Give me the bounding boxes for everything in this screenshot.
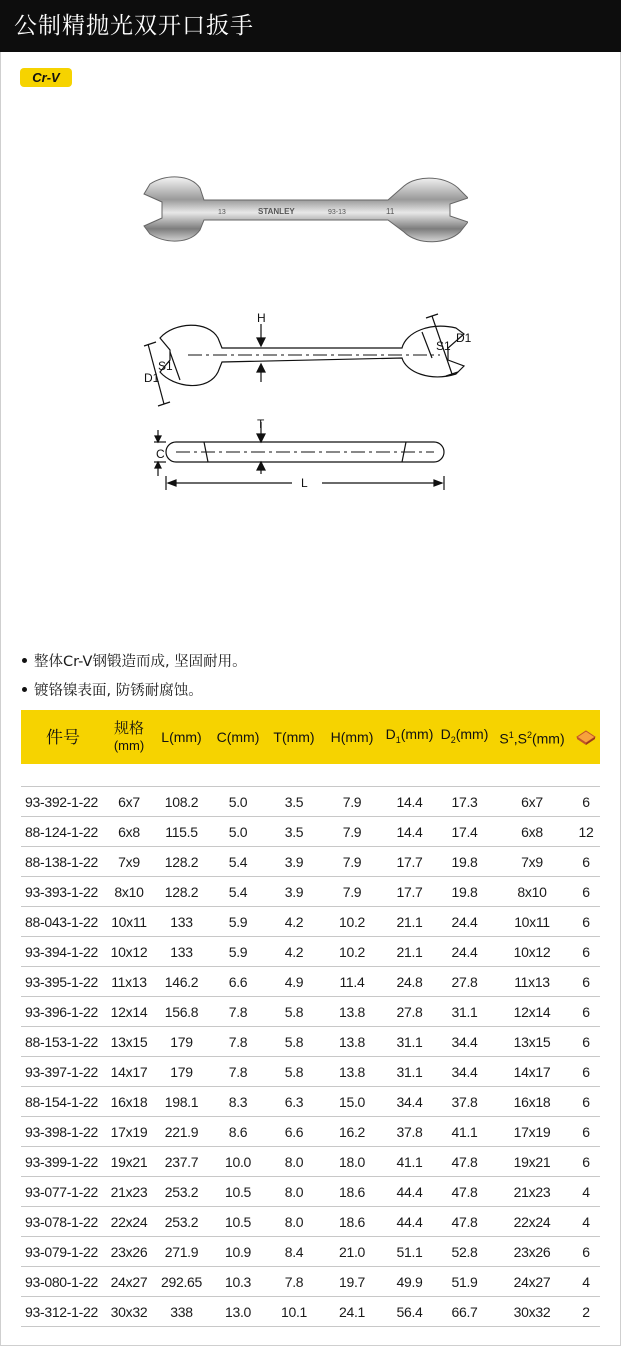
table-cell: 44.4: [382, 1177, 437, 1207]
table-cell: 19.7: [322, 1267, 382, 1297]
table-cell: 6: [572, 847, 600, 877]
table-cell: 8x10: [105, 877, 153, 907]
dim-t-label: T: [257, 417, 265, 431]
table-cell: 8.0: [266, 1147, 322, 1177]
table-cell: 31.1: [437, 997, 492, 1027]
table-cell: 253.2: [153, 1207, 210, 1237]
table-cell: 14x17: [105, 1057, 153, 1087]
table-cell: 47.8: [437, 1207, 492, 1237]
table-row: [21, 1297, 600, 1327]
wrench-photo: [138, 170, 468, 250]
table-cell: 10.5: [210, 1177, 266, 1207]
table-cell: 5.8: [266, 1057, 322, 1087]
table-cell: 93-077-1-22: [21, 1177, 105, 1207]
table-cell: 88-153-1-22: [21, 1027, 105, 1057]
table-cell: 6: [572, 1057, 600, 1087]
table-row: [21, 1237, 600, 1267]
table-cell: 5.4: [210, 847, 266, 877]
table-cell: 10.1: [266, 1297, 322, 1327]
table-cell: 2: [572, 1297, 600, 1327]
table-cell: 10x12: [492, 937, 572, 967]
table-cell: 13x15: [492, 1027, 572, 1057]
table-cell: 30x32: [105, 1297, 153, 1327]
table-cell: 34.4: [437, 1027, 492, 1057]
table-row: [21, 1087, 600, 1117]
table-cell: 133: [153, 937, 210, 967]
table-row: [21, 937, 600, 967]
table-row: [21, 997, 600, 1027]
dim-s1-right-label: S1: [436, 339, 451, 353]
table-cell: 6.3: [266, 1087, 322, 1117]
table-row: [21, 1267, 600, 1297]
table-cell: 6x8: [492, 817, 572, 847]
table-cell: 19x21: [105, 1147, 153, 1177]
table-cell: 17x19: [105, 1117, 153, 1147]
material-badge: Cr-V: [20, 68, 72, 87]
table-cell: 18.0: [322, 1147, 382, 1177]
table-cell: 221.9: [153, 1117, 210, 1147]
table-cell: 10x11: [105, 907, 153, 937]
table-cell: 31.1: [382, 1027, 437, 1057]
table-cell: 24.4: [437, 907, 492, 937]
table-cell: 27.8: [382, 997, 437, 1027]
table-cell: 47.8: [437, 1177, 492, 1207]
col-size: 规格 (mm): [113, 720, 145, 753]
table-cell: 6: [572, 787, 600, 817]
table-row: [21, 1027, 600, 1057]
table-cell: 21.1: [382, 937, 437, 967]
table-cell: 8.0: [266, 1177, 322, 1207]
col-s: $S^1,S^2(mm)$: [499, 729, 565, 747]
table-cell: 93-398-1-22: [21, 1117, 105, 1147]
table-cell: 24.4: [437, 937, 492, 967]
dim-l-label: L: [301, 476, 308, 490]
table-row: [21, 1117, 600, 1147]
table-cell: 3.9: [266, 877, 322, 907]
table-cell: 34.4: [437, 1057, 492, 1087]
table-cell: 16x18: [492, 1087, 572, 1117]
table-cell: 146.2: [153, 967, 210, 997]
table-row: [21, 907, 600, 937]
table-row: [21, 787, 600, 817]
table-cell: 4.2: [266, 907, 322, 937]
table-cell: 14x17: [492, 1057, 572, 1087]
table-cell: 179: [153, 1057, 210, 1087]
table-row: [21, 847, 600, 877]
table-cell: 108.2: [153, 787, 210, 817]
table-cell: 17.7: [382, 847, 437, 877]
table-row: [21, 967, 600, 997]
table-row: [21, 1147, 600, 1177]
table-cell: 7.8: [210, 1027, 266, 1057]
table-cell: 7x9: [492, 847, 572, 877]
table-cell: 10.9: [210, 1237, 266, 1267]
table-cell: 24x27: [492, 1267, 572, 1297]
table-cell: 49.9: [382, 1267, 437, 1297]
table-cell: 14.4: [382, 817, 437, 847]
table-cell: 34.4: [382, 1087, 437, 1117]
table-cell: 88-043-1-22: [21, 907, 105, 937]
table-cell: 6: [572, 997, 600, 1027]
table-cell: 128.2: [153, 877, 210, 907]
table-cell: 14.4: [382, 787, 437, 817]
table-cell: 16x18: [105, 1087, 153, 1117]
table-cell: 7.9: [322, 847, 382, 877]
table-cell: 7.9: [322, 787, 382, 817]
table-cell: 12x14: [105, 997, 153, 1027]
table-cell: 5.8: [266, 1027, 322, 1057]
table-cell: 4: [572, 1177, 600, 1207]
table-cell: 93-399-1-22: [21, 1147, 105, 1177]
bullet-icon: [22, 658, 27, 663]
table-cell: 17x19: [492, 1117, 572, 1147]
table-cell: 7.8: [210, 997, 266, 1027]
table-cell: 253.2: [153, 1177, 210, 1207]
table-cell: 19x21: [492, 1147, 572, 1177]
feature-item: 镀铬镍表面, 防锈耐腐蚀。: [22, 677, 247, 706]
bullet-icon: [22, 687, 27, 692]
table-cell: 5.9: [210, 907, 266, 937]
photo-code: 93-13: [328, 209, 346, 216]
table-cell: 44.4: [382, 1207, 437, 1237]
table-cell: 93-393-1-22: [21, 877, 105, 907]
table-cell: 21x23: [105, 1177, 153, 1207]
table-cell: 10.5: [210, 1207, 266, 1237]
table-cell: 179: [153, 1027, 210, 1057]
table-cell: 128.2: [153, 847, 210, 877]
table-cell: 6: [572, 1117, 600, 1147]
table-cell: 27.8: [437, 967, 492, 997]
table-cell: 23x26: [492, 1237, 572, 1267]
table-cell: 7.8: [266, 1267, 322, 1297]
table-cell: 13.0: [210, 1297, 266, 1327]
table-cell: 8.6: [210, 1117, 266, 1147]
table-cell: 47.8: [437, 1147, 492, 1177]
table-cell: 93-394-1-22: [21, 937, 105, 967]
table-cell: 51.1: [382, 1237, 437, 1267]
table-cell: 8.3: [210, 1087, 266, 1117]
dim-s1-left-label: S1: [158, 359, 173, 373]
table-cell: 93-395-1-22: [21, 967, 105, 997]
table-cell: 7x9: [105, 847, 153, 877]
table-cell: 237.7: [153, 1147, 210, 1177]
table-cell: 3.9: [266, 847, 322, 877]
table-row: [21, 1057, 600, 1087]
table-cell: 15.0: [322, 1087, 382, 1117]
table-cell: 6.6: [266, 1117, 322, 1147]
table-cell: 115.5: [153, 817, 210, 847]
table-cell: 66.7: [437, 1297, 492, 1327]
table-cell: 51.9: [437, 1267, 492, 1297]
table-cell: 6: [572, 967, 600, 997]
table-cell: 93-079-1-22: [21, 1237, 105, 1267]
table-cell: 23x26: [105, 1237, 153, 1267]
table-cell: 17.3: [437, 787, 492, 817]
col-c: C(mm): [216, 728, 260, 745]
table-header-row: [21, 710, 600, 764]
photo-left-mark: 13: [218, 209, 226, 216]
table-row: [21, 817, 600, 847]
col-d1: $D_1(mm)$: [385, 725, 434, 745]
table-cell: 17.7: [382, 877, 437, 907]
table-cell: 21.1: [382, 907, 437, 937]
table-cell: 18.6: [322, 1177, 382, 1207]
table-cell: 37.8: [437, 1087, 492, 1117]
table-cell: 6x7: [492, 787, 572, 817]
table-row: [21, 1207, 600, 1237]
table-cell: 93-396-1-22: [21, 997, 105, 1027]
feature-list: [22, 648, 247, 706]
col-part-no: 件号: [46, 727, 80, 747]
table-cell: 8x10: [492, 877, 572, 907]
table-cell: 17.4: [437, 817, 492, 847]
title-bar: [0, 0, 621, 52]
table-cell: 93-312-1-22: [21, 1297, 105, 1327]
table-spacer-row: [21, 764, 600, 787]
table-cell: 11x13: [105, 967, 153, 997]
photo-brand: STANLEY: [258, 207, 295, 216]
table-cell: 93-397-1-22: [21, 1057, 105, 1087]
feature-item: 整体Cr-V钢锻造而成, 坚固耐用。: [22, 648, 247, 677]
table-cell: 13.8: [322, 997, 382, 1027]
table-cell: 7.9: [322, 877, 382, 907]
table-cell: 292.65: [153, 1267, 210, 1297]
table-cell: 93-078-1-22: [21, 1207, 105, 1237]
table-cell: 19.8: [437, 847, 492, 877]
table-cell: 24.1: [322, 1297, 382, 1327]
table-cell: 13.8: [322, 1057, 382, 1087]
table-cell: 52.8: [437, 1237, 492, 1267]
table-cell: 88-124-1-22: [21, 817, 105, 847]
table-cell: 19.8: [437, 877, 492, 907]
table-cell: 88-154-1-22: [21, 1087, 105, 1117]
table-cell: 4.9: [266, 967, 322, 997]
table-cell: 21x23: [492, 1177, 572, 1207]
table-cell: 56.4: [382, 1297, 437, 1327]
table-cell: 24x27: [105, 1267, 153, 1297]
table-cell: 6: [572, 937, 600, 967]
table-cell: 6: [572, 1147, 600, 1177]
table-cell: 12: [572, 817, 600, 847]
table-cell: 41.1: [382, 1147, 437, 1177]
table-cell: 10.2: [322, 907, 382, 937]
table-cell: 156.8: [153, 997, 210, 1027]
table-cell: 93-080-1-22: [21, 1267, 105, 1297]
table-cell: 24.8: [382, 967, 437, 997]
table-cell: 21.0: [322, 1237, 382, 1267]
table-cell: 5.9: [210, 937, 266, 967]
table-cell: 198.1: [153, 1087, 210, 1117]
table-cell: 6: [572, 907, 600, 937]
table-cell: 12x14: [492, 997, 572, 1027]
col-l: L(mm): [161, 728, 202, 745]
table-cell: 16.2: [322, 1117, 382, 1147]
table-cell: 6: [572, 1237, 600, 1267]
table-cell: 3.5: [266, 787, 322, 817]
table-cell: 6x8: [105, 817, 153, 847]
photo-right-mark: 11: [386, 207, 395, 216]
dim-c-label: C: [156, 447, 165, 461]
table-cell: 5.0: [210, 787, 266, 817]
table-cell: 41.1: [437, 1117, 492, 1147]
table-body: [21, 764, 600, 1327]
table-cell: 271.9: [153, 1237, 210, 1267]
table-cell: 5.4: [210, 877, 266, 907]
table-cell: 31.1: [382, 1057, 437, 1087]
table-row: [21, 1177, 600, 1207]
table-cell: 11x13: [492, 967, 572, 997]
table-cell: 88-138-1-22: [21, 847, 105, 877]
dim-h-label: H: [257, 311, 266, 325]
table-cell: 4: [572, 1267, 600, 1297]
dim-d1-right-label: D1: [456, 331, 472, 345]
table-cell: 7.8: [210, 1057, 266, 1087]
table-cell: 6.6: [210, 967, 266, 997]
table-cell: 3.5: [266, 817, 322, 847]
table-cell: 6x7: [105, 787, 153, 817]
package-icon: [576, 730, 596, 746]
table-cell: 18.6: [322, 1207, 382, 1237]
table-cell: 133: [153, 907, 210, 937]
table-cell: 5.8: [266, 997, 322, 1027]
col-d2: $D_2(mm)$: [440, 725, 489, 745]
col-h: H(mm): [330, 728, 374, 745]
table-cell: 6: [572, 877, 600, 907]
table-cell: 10.3: [210, 1267, 266, 1297]
table-cell: 4: [572, 1207, 600, 1237]
table-cell: 37.8: [382, 1117, 437, 1147]
table-cell: 8.4: [266, 1237, 322, 1267]
spec-table: [21, 710, 600, 1327]
table-cell: 93-392-1-22: [21, 787, 105, 817]
table-cell: 10x12: [105, 937, 153, 967]
table-cell: 10x11: [492, 907, 572, 937]
table-row: [21, 877, 600, 907]
dim-d1-left-label: D1: [144, 371, 160, 385]
table-cell: 13.8: [322, 1027, 382, 1057]
wrench-diagram: [130, 300, 490, 500]
table-cell: 10.0: [210, 1147, 266, 1177]
table-cell: 22x24: [492, 1207, 572, 1237]
table-cell: 4.2: [266, 937, 322, 967]
table-cell: 11.4: [322, 967, 382, 997]
table-cell: 22x24: [105, 1207, 153, 1237]
table-cell: 8.0: [266, 1207, 322, 1237]
table-cell: 338: [153, 1297, 210, 1327]
table-cell: 6: [572, 1027, 600, 1057]
page-title: 公制精抛光双开口扳手: [14, 13, 254, 39]
table-cell: 13x15: [105, 1027, 153, 1057]
col-pack: [572, 710, 600, 764]
table-cell: 30x32: [492, 1297, 572, 1327]
table-cell: 10.2: [322, 937, 382, 967]
col-t: T(mm): [273, 728, 315, 745]
table-cell: 7.9: [322, 817, 382, 847]
table-cell: 6: [572, 1087, 600, 1117]
table-cell: 5.0: [210, 817, 266, 847]
